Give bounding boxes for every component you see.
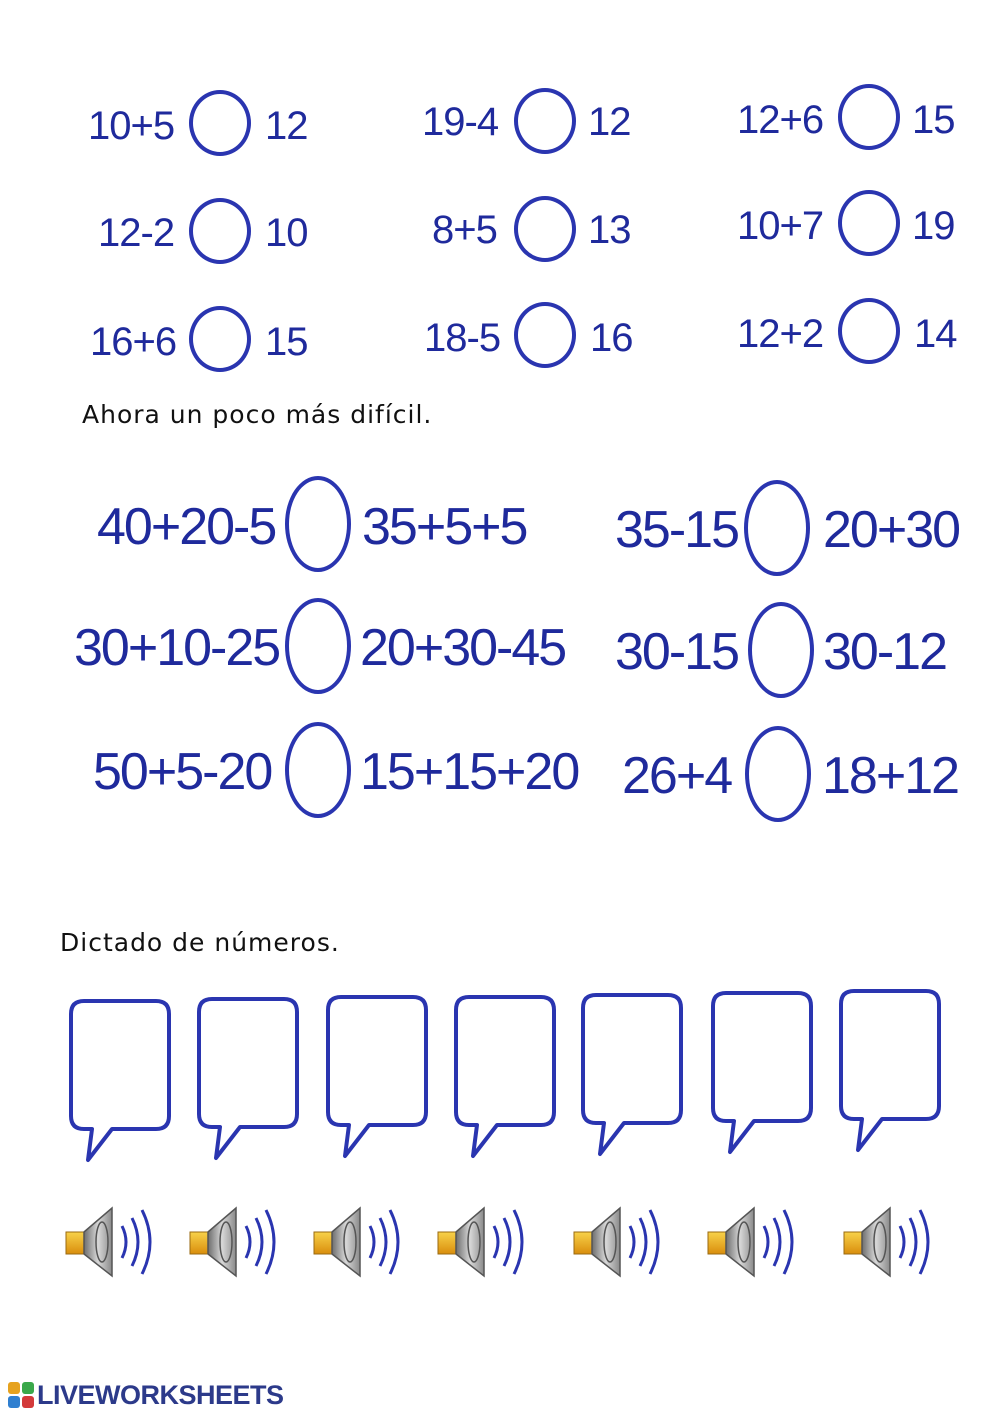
expression-left: 12-2 [98,211,175,255]
comparison-answer-circle[interactable] [285,598,351,694]
expression-right: 20+30-45 [360,619,566,677]
expression-right: 13 [588,208,631,252]
comparison-answer-circle[interactable] [189,198,251,264]
expression-right: 30-12 [823,623,946,681]
expression-right: 18+12 [822,747,959,805]
logo-text: LIVEWORKSHEETS [37,1379,284,1410]
expression-left: 26+4 [622,747,732,805]
expression-right: 14 [914,312,957,356]
speaker-icon[interactable] [570,1202,666,1282]
expression-left: 18-5 [424,316,501,360]
expression-left: 30-15 [615,623,738,681]
expression-right: 35+5+5 [362,498,527,556]
expression-right: 12 [265,104,308,148]
expression-left: 8+5 [432,208,497,252]
logo-mark-icon [8,1382,34,1408]
dictation-answer-box[interactable] [325,994,429,1164]
expression-right: 12 [588,100,631,144]
comparison-answer-circle[interactable] [745,726,811,822]
expression-left: 12+2 [737,312,824,356]
comparison-answer-circle[interactable] [514,196,576,262]
expression-left: 10+7 [737,204,824,248]
expression-left: 10+5 [88,104,175,148]
speaker-icon[interactable] [186,1202,282,1282]
comparison-answer-circle[interactable] [838,84,900,150]
expression-right: 16 [590,316,633,360]
expression-right: 10 [265,211,308,255]
speaker-icon[interactable] [310,1202,406,1282]
comparison-answer-circle[interactable] [744,480,810,576]
liveworksheets-logo [8,1380,284,1410]
dictation-answer-box[interactable] [453,994,557,1164]
comparison-answer-circle[interactable] [838,298,900,364]
comparison-answer-circle[interactable] [189,90,251,156]
comparison-answer-circle[interactable] [285,722,351,818]
comparison-answer-circle[interactable] [285,476,351,572]
dictation-answer-box[interactable] [580,992,684,1162]
expression-left: 50+5-20 [93,743,272,801]
expression-right: 19 [912,204,955,248]
comparison-answer-circle[interactable] [514,302,576,368]
expression-left: 16+6 [90,320,177,364]
comparison-answer-circle[interactable] [514,88,576,154]
dictation-answer-box[interactable] [710,990,814,1160]
speaker-icon[interactable] [62,1202,158,1282]
section-heading: Ahora un poco más difícil. [82,400,433,429]
dictation-answer-box[interactable] [196,996,300,1166]
comparison-answer-circle[interactable] [189,306,251,372]
expression-left: 19-4 [422,100,499,144]
expression-right: 15+15+20 [360,743,579,801]
speaker-icon[interactable] [704,1202,800,1282]
expression-left: 40+20-5 [97,498,276,556]
comparison-answer-circle[interactable] [748,602,814,698]
section-heading: Dictado de números. [60,928,340,957]
dictation-answer-box[interactable] [838,988,942,1158]
expression-right: 20+30 [823,501,960,559]
speaker-icon[interactable] [434,1202,530,1282]
expression-right: 15 [265,320,308,364]
expression-left: 30+10-25 [74,619,280,677]
dictation-answer-box[interactable] [68,998,172,1168]
comparison-answer-circle[interactable] [838,190,900,256]
expression-right: 15 [912,98,955,142]
expression-left: 12+6 [737,98,824,142]
speaker-icon[interactable] [840,1202,936,1282]
expression-left: 35-15 [615,501,738,559]
